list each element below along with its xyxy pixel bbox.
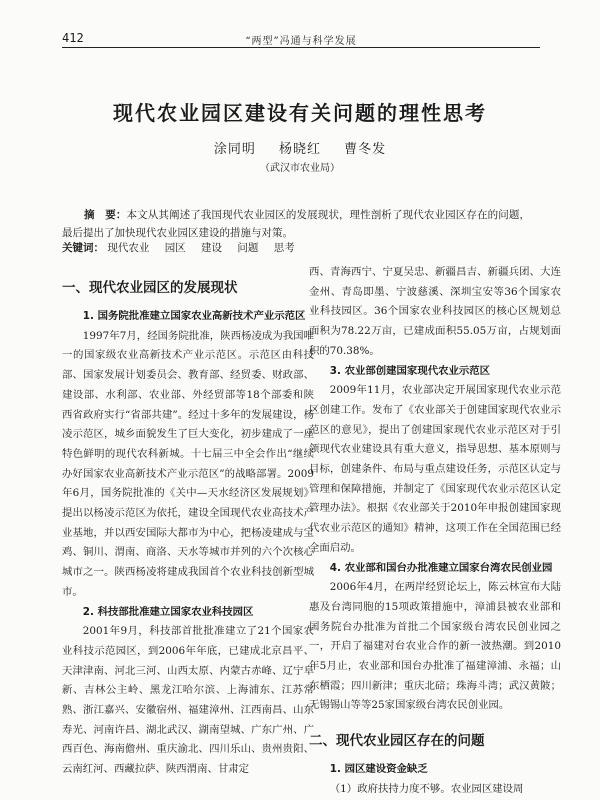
- body-paragraph: 2006年4月，在两岸经贸论坛上，陈云林宣布大陆惠及台湾同胞的15项政策措施中，漳浦县被农业部和国务院台办批准为首批二个国家级台湾农民创业园之一，开启了福建对台农业合作的新一波热潮。到2010年5月止，农业部和国台办批准了福建漳浦、永福；山东栖霞；四川新津；重庆北碚；珠海斗湾；武汉黄陂；无锡锡山等等25家国家级台湾农民创业园。: [309, 581, 561, 712]
- keywords-label: 关键词：: [62, 242, 104, 254]
- left-column: [62, 263, 314, 780]
- author: 涂同明: [213, 142, 256, 157]
- abstract: [62, 206, 530, 242]
- right-column: [309, 263, 561, 800]
- subsection-heading: 1. 国务院批准建立国家农业高新技术产业示范区: [82, 310, 306, 322]
- running-header: [62, 31, 540, 48]
- journal-title: “两型”冯通与科学发展: [245, 36, 357, 47]
- keyword: 建设: [201, 242, 223, 254]
- subsection-heading: 3. 农业部创建国家现代农业示范区: [329, 364, 491, 377]
- abstract-label: 摘 要：: [84, 209, 127, 221]
- abstract-text: 本文从其阐述了我国现代农业园区的发展现状，理性剖析了现代农业园区存在的问题，最后提出了加快现代农业园区建设的措施与对策。: [62, 209, 531, 239]
- keyword: 园区: [164, 242, 186, 254]
- author: 杨晓红: [278, 142, 321, 157]
- paper-title: 现代农业园区建设有关问题的理性思考: [113, 101, 487, 125]
- body-paragraph: 2001年9月，科技部首批批准建立了21个国家农业科技示范园区，到2006年年底，已建成北京昌平、天津津南、河北三河、山西太原、内蒙古赤峰、辽宁阜新、吉林公主岭、黑龙江哈尔滨、上海浦东、江苏常熟、浙江嘉兴、安徽宿州、福建漳州、江西南昌、山东寿光、河南许昌、湖北武汉、湖南望城、广东广州、广西百色、海南儋州、重庆渝北、四川乐山、贵州贵阳、云南红河、西藏拉萨、陕西渭南、甘肃定: [62, 625, 314, 776]
- subsection-heading: 2. 科技部批准建立国家农业科技园区: [82, 605, 254, 618]
- author-list: [0, 138, 600, 157]
- keywords: [62, 240, 307, 255]
- keyword: 思考: [273, 242, 295, 254]
- body-paragraph: 西、青海西宁、宁夏吴忠、新疆昌吉、新疆兵团、大连金州、青岛即墨、宁波慈溪、深圳宝安等36个国家农业科技园区。36个国家农业科技园区的核心区规划总面积为78.22万亩，已建成面积55.05万亩，占规划面积的70.38%。: [309, 266, 561, 357]
- body-paragraph: 2009年11月，农业部决定开展国家现代农业示范区创建工作。发布了《农业部关于创建国家现代农业示范区的意见》，提出了创建国家现代农业示范区对于引领现代农业建设具有重大意义，指导思想、基本原则与目标，创建条件、布局与重点建设任务，示范区认定与管理和保障措施，并制定了《国家现代农业示范区认定管理办法》。根据《农业部关于2010年申报创建国家现代农业示范区的通知》精神，这项工作在全国范围已经全面启动。: [309, 384, 561, 554]
- author: 曹冬发: [344, 142, 387, 157]
- page-number: 412: [62, 31, 84, 45]
- affiliation: （武汉市农业局）: [260, 163, 340, 174]
- keyword: 现代农业: [107, 242, 150, 254]
- keyword: 问题: [237, 242, 259, 254]
- subsection-heading: 1. 园区建设资金缺乏: [329, 763, 428, 776]
- body-paragraph: （1）政府扶持力度不够。农业园区建设周: [329, 782, 524, 795]
- section-heading: 一、现代农业园区的发展现状: [62, 280, 238, 296]
- subsection-heading: 4. 农业部和国台办批准建立国家台湾农民创业园: [329, 561, 553, 574]
- body-paragraph: 1997年7月，经国务院批准，陕西杨凌成为我国唯一的国家级农业高新技术产业示范区。示范区由科技部、国家发展计划委员会、教育部、经贸委、财政部、建设部、水利部、农业部、外经贸部等18个部委和陕西省政府实行“省部共建”。经过十多年的发展建设，杨凌示范区，城乡面貌发生了巨大变化，初步建成了一座特色鲜明的现代农科新城。十七届三中全会作出“继续办好国家农业高新技术产业示范区”的战略部署。2009年6月，国务院批准的《关中—天水经济区发展规划》提出以杨凌示范区为依托，建设全国现代农业高技术产业基地，并以西安国际大都市为中心，把杨凌建成与宝鸡、铜川、渭南、商洛、天水等城市并列的六个次核心城市之一。陕西杨凌将建成我国首个农业科技创新型城市。: [62, 329, 314, 598]
- section-heading: 二、现代农业园区存在的问题: [309, 733, 485, 750]
